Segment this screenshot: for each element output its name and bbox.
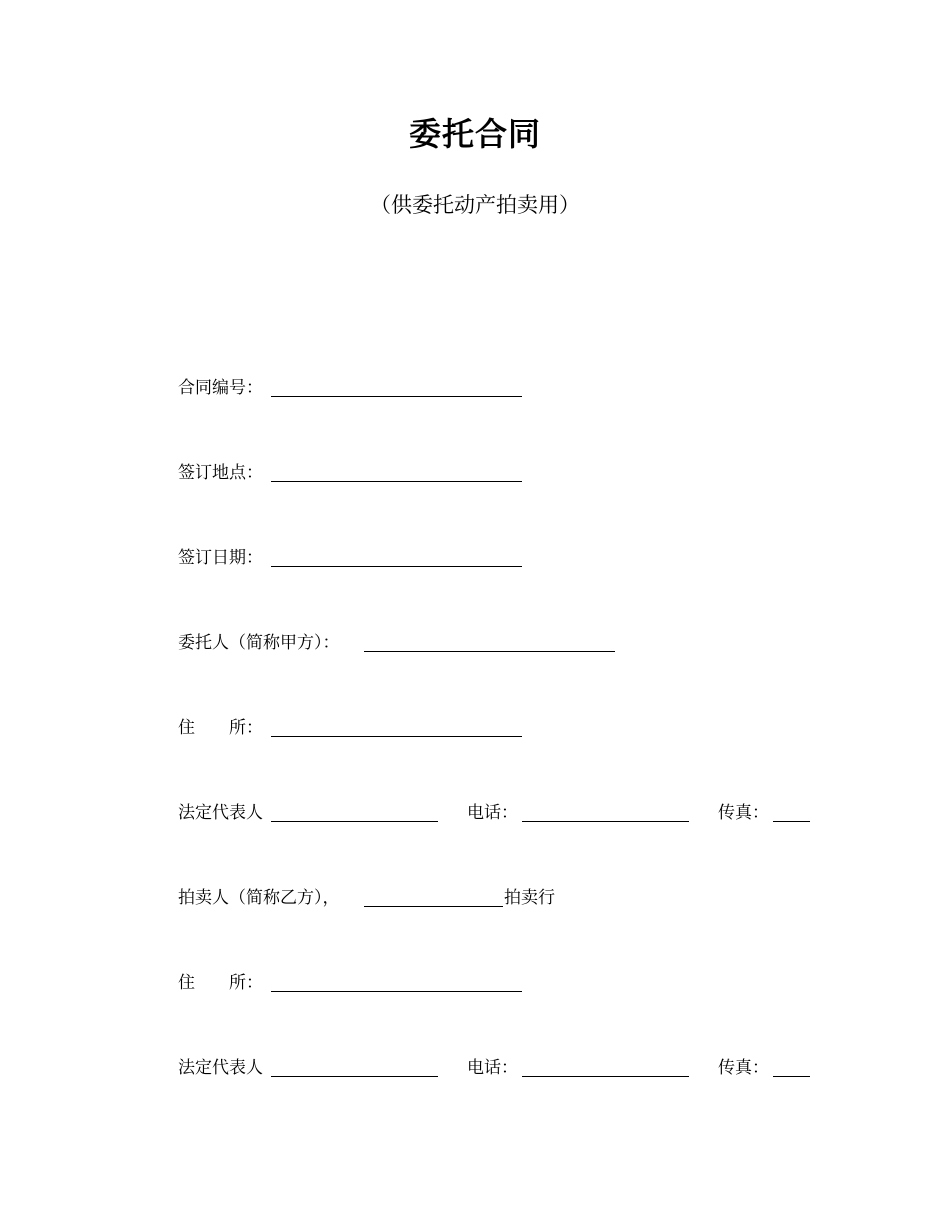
principal-address-blank[interactable] — [271, 714, 522, 737]
principal-phone-label: 电话： — [467, 803, 518, 823]
auctioneer-fax-label: 传真： — [718, 1058, 769, 1078]
auctioneer-suffix: 拍卖行 — [504, 888, 555, 908]
auctioneer-label: 拍卖人（简称乙方）， — [178, 888, 340, 908]
auctioneer-legal-rep-label: 法定代表人 — [178, 1058, 263, 1078]
auctioneer-phone-label: 电话： — [467, 1058, 518, 1078]
auctioneer-fax-blank[interactable] — [773, 1054, 810, 1077]
sign-date-blank[interactable] — [271, 544, 522, 567]
auctioneer-address-blank[interactable] — [271, 969, 522, 992]
principal-representative-row — [178, 799, 818, 827]
principal-fax-label: 传真： — [718, 803, 769, 823]
document-title: 委托合同 — [408, 115, 541, 153]
principal-fax-blank[interactable] — [773, 799, 810, 822]
principal-phone-blank[interactable] — [522, 799, 689, 822]
auctioneer-address-label: 住 所： — [178, 973, 263, 993]
contract-number-label: 合同编号： — [178, 378, 263, 398]
contract-number-blank[interactable] — [271, 374, 522, 397]
principal-blank[interactable] — [364, 629, 615, 652]
sign-place-blank[interactable] — [271, 459, 522, 482]
document-subtitle: （供委托动产拍卖用） — [370, 193, 580, 217]
auctioneer-legal-rep-blank[interactable] — [271, 1054, 438, 1077]
sign-date-label: 签订日期： — [178, 548, 263, 568]
auctioneer-representative-row — [178, 1054, 818, 1082]
principal-address-label: 住 所： — [178, 718, 263, 738]
auctioneer-phone-blank[interactable] — [522, 1054, 689, 1077]
principal-label: 委托人（简称甲方）： — [178, 633, 340, 653]
auctioneer-name-blank[interactable] — [364, 884, 503, 907]
principal-legal-rep-label: 法定代表人 — [178, 803, 263, 823]
sign-place-label: 签订地点： — [178, 463, 263, 483]
principal-legal-rep-blank[interactable] — [271, 799, 438, 822]
